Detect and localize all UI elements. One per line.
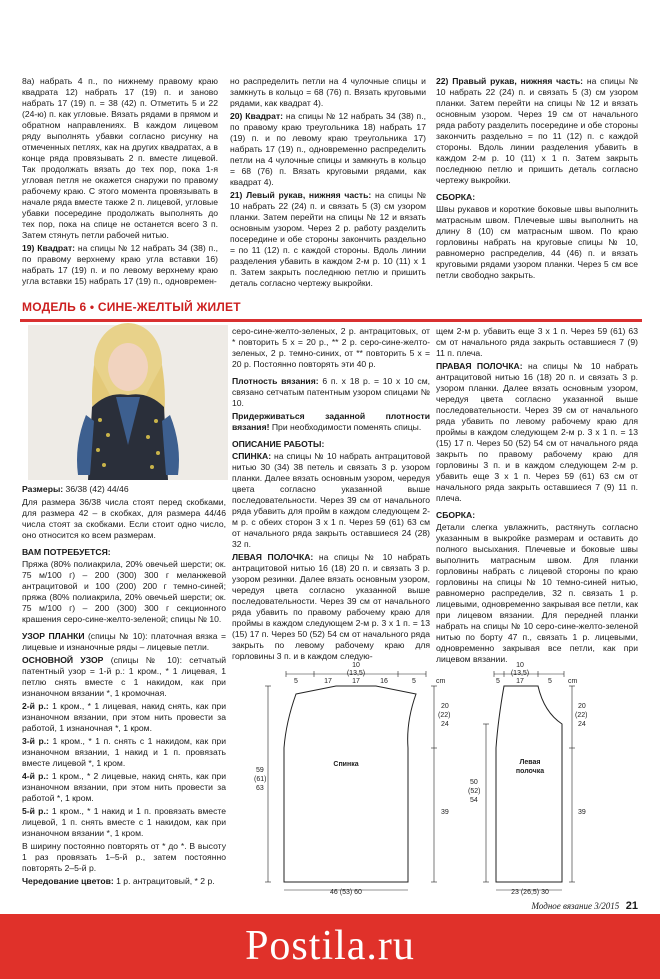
photo-illustration [28,325,228,480]
section-heading: ВАМ ПОТРЕБУЕТСЯ: [22,547,111,557]
dim-bottom: 23 (26,5) 30 [511,889,549,896]
back-label: СПИНКА: [232,451,272,461]
dim-top-3: 17 [352,678,360,685]
dim-h-low: 39 [578,809,586,816]
dim-top: 10 [352,662,360,669]
dim-h-b: (22) [575,712,588,719]
piece-name: Спинка [333,761,359,768]
back-schematic [256,662,456,894]
sizes-value: 36/38 (42) 44/46 [63,484,129,494]
back-text: на спицы № 10 набрать антрацитовой нитью 30 (34) 38 петель и связать 3 р. узором планки. Далее вязать основным узором, чередуя цвета согласно указанной выше последовательности. Через 39 см от начального ряда убавить для пройм в каждом следующем 2-м р. с обеих сторон 3 x 1 п. Через 59 (61) 63 см от начального ряда закрыть оставшиеся 24 (28) 32 п. [232,451,430,549]
left-line [232,552,430,662]
dim-mid-2: 16 [380,678,388,685]
sizes-label: Размеры: [22,484,64,494]
row-label: 4-й р.: [22,771,49,781]
section-heading: СБОРКА: [436,510,476,520]
dim-h-c: 24 [441,721,449,728]
density-bold: Придерживаться заданной плотности вязания! [232,411,430,432]
step-label: 20) Квадрат: [230,111,284,121]
paragraph: серо-сине-желто-зеленых, 2 р. антрацитовых, от * повторить 5 x = 20 р., ** 2 р. серо-сине-желто-зеленых, 2 р. темно-синих, от ** повторить 5 x = 20 р. Постоянно повторять эти 40 р. [232,326,430,369]
model-title: МОДЕЛЬ 6 • СИНЕ-ЖЕЛТЫЙ ЖИЛЕТ [22,300,241,314]
row3 [22,736,226,769]
dim-h-a: 20 [441,703,449,710]
row-label: 3-й р.: [22,736,49,746]
section-heading: СБОРКА: [436,192,476,202]
top-column-1 [22,76,218,289]
paragraph-19 [22,243,218,287]
step-text: на спицы № 10 набрать 22 (24) п. и связать 5 (3) см узором планки. Затем перейти на спицы № 12 и вязать основным узором. Через 19 см от начального ряда работу разделить посередине и обе стороны закончить раздельно = по 11 (12) п. с каждой стороны. Вдоль линии разделения убавить в каждом 2-м р. 10 (11) x 1 п. Затем закрыть последнюю петлю и пришить деталь согласно чертежу выкройки. [436,76,639,185]
paragraph-21 [230,190,426,289]
dim-h-a: 20 [578,703,586,710]
uzor-label: УЗОР ПЛАНКИ [22,631,85,641]
piece-name-1: Левая [519,759,541,766]
dim-total-a: 50 [470,779,478,786]
right-text: на спицы № 10 набрать антрацитовой нитью 16 (18) 20 п. и связать 3 р. узором планки. Далее вязать основным узором, чередуя цвета согласно указанной выше последовательности. Через 39 см от начального ряда убавить по левому рабочему краю для проймы в каждом следующем 2-м р. 3 x 1 п. = 13 (15) 17 п. Через 50 (52) 54 см от начального ряда закрыть по правому рабочему краю для горловины 3 п. и в каждом следующем 2-м р. убавить еще 3 x 1 п. Через 59 (61) 63 см от начального ряда закрыть оставшиеся 7 (9) 11 п. плеча. [436,361,639,503]
banner-text: Postila.ru [245,923,415,969]
top-column-3 [436,76,638,283]
dim-top-3: 17 [516,678,524,685]
left-label: ЛЕВАЯ ПОЛОЧКА: [232,552,314,562]
magazine-name: Модное вязание 3/2015 [531,901,620,911]
paragraph: но распределить петли на 4 чулочные спицы и замкнуть в кольцо = 68 (76) п. Вязать круговыми рядами, как квадрат 4). [230,76,426,108]
page-footer [532,900,638,912]
color-line [22,876,226,887]
row4 [22,771,226,804]
dim-right-w: 5 [548,678,552,685]
paragraph: 8а) набрать 4 п., по нижнему правому краю квадрата 12) набрать 17 (19) п. и заново набрать 17 (19) п. = 38 (42) п. Отметить 5 и 22 (24-ю) п. как угловые. Вязать рядами в прямом и обратном направлениях. В каждом лицевом ряду выполнять убавки согласно рисунку на отмеченных петлях, как на других квадратах, а в конце ряда провязывать 2 п. вместе лицевой. Так продолжать вязать до тех пор, пока 1-я угловая петля не окажется снаружи по правому рабочему краю. С этого момента провязывать в начале ряда вместе также 2 п. лицевой, угловые убавки посередине продолжать выполнять до тех пор, пока на спице не останется всего 3 п. Затем стянуть петли рабочей нитью. [22,76,218,240]
osn-label: ОСНОВНОЙ УЗОР [22,655,104,665]
dim-right-w: 5 [412,678,416,685]
back-line [232,451,430,550]
row-text: 1 кром., * 1 накид и 1 п. провязать вместе лицевой, 1 п. снять вместе с 1 накидом, как при изнаночном вязании *, 1 кром. [22,806,227,838]
dim-h-b: (22) [438,712,451,719]
dim-left-w: 5 [294,678,298,685]
model-photo [28,325,228,480]
paragraph: Для размера 36/38 числа стоят перед скобками, для размера 42 – в скобках, для размера 44/46 числа стоят за скобками. Если стоит одно число, оно относится ко всем размерам. [22,497,226,540]
density-note-text: При необходимости поменять спицы. [269,422,422,432]
dim-total-a: 59 [256,767,264,774]
paragraph: Детали слегка увлажнить, растянуть согласно указанным в выкройке размерам и оставить до полного высыхания. Плечевые и боковые швы выполнить матрасным швом. Для планки горловины набрать с лицевой стороны по краю горловины на спицы № 10 темно-синей нитью, равномерно распределив, 32 п. связать 1 р. лицевыми, одновременно закрывая все петли, как при лицевом вязании. Для передней планки набрать на спицы № 10 серо-сине-желто-зеленой нитью по борту 47 п., связать 1 р. лицевыми, одновременно закрывая все петли, как при лицевом вязании. [436,522,638,664]
left-column [22,484,226,889]
row-label: 2-й р.: [22,701,49,711]
dim-unit: cm [436,678,446,685]
dim-h-c: 24 [578,721,586,728]
row5 [22,806,226,839]
dim-total-b: (61) [254,776,267,783]
step-label: 22) Правый рукав, нижняя часть: [436,76,584,86]
dim-total-b: (52) [468,788,481,795]
right-line [436,361,638,504]
uzor-text: (спицы № 10): платочная вязка = лицевые и изнаночные ряды – лицевые петли. [22,631,227,652]
row-text: 1 кром., * 1 лицевая, накид снять, как при изнаночном вязании, при этом нить провести за работой, 1 изнаночная *, 1 кром. [22,701,227,733]
dim-h-low: 39 [441,809,449,816]
osn-line [22,655,226,699]
density-note [232,411,430,433]
watermark-banner[interactable] [0,914,660,979]
dim-top: 10 [516,662,524,669]
dim-top-2: (13,5) [510,670,530,677]
piece-name-2: полочка [515,768,545,775]
row-text: 1 кром., * 1 п. снять с 1 накидом, как при изнаночном вязании, 1 накид и 1 п. провязать вместе лицевой *, 1 кром. [22,736,226,768]
row2 [22,701,226,734]
paragraph-22 [436,76,638,186]
uzor-line [22,631,226,653]
dim-total-c: 54 [470,797,478,804]
dim-top-2: (13,5) [346,670,366,677]
step-text: на спицы № 12 набрать 34 (38) п., по правому краю треугольника 18) набрать 17 (19) п. и по левому краю треугольника 17) набрать 17 (19) п., одновременно распределить петли на 4 чулочные спицы и замкнуть в кольцо = 68 (76) п. Вязать круговыми рядами, как квадрат 4). [230,111,426,187]
dim-total-c: 63 [256,785,264,792]
density-line [232,376,430,409]
middle-column [232,326,430,664]
osn-text: (спицы № 10): сетчатый патентный узор = 1-й р.: 1 кром., * 1 лицевая, 1 петлю снять вместе с 1 накидом, как при изнаночном вязании *, 1 кромочная. [22,655,226,698]
front-schematic [468,662,618,894]
right-label: ПРАВАЯ ПОЛОЧКА: [436,361,523,371]
paragraph: Пряжа (80% полиакрила, 20% овечьей шерсти; ок. 75 м/100 г) – 200 (300) 300 г меланжевой антрацитовой и 100 (200) 200 г темно-синей; пряжа (80% полиакрила, 20% овечьей шерсти; ок. 75 м/100 г) – 200 (300) 300 г секционного крашения серо-сине-желто-зеленой; спицы № 10. [22,559,226,624]
color-label: Чередование цветов: [22,876,114,886]
right-column [436,326,638,667]
step-text: на спицы № 12 набрать 34 (38) п., по правому верхнему краю угла вставки 16) набрать 17 (19) п. и по левому верхнему краю угла вставки 15) набрать 17 (19) п., одновремен- [22,243,218,286]
paragraph: щем 2-м р. убавить еще 3 x 1 п. Через 59 (61) 63 см от начального ряда закрыть оставшиеся 7 (9) 11 п. плеча. [436,326,638,358]
step-label: 21) Левый рукав, нижняя часть: [230,190,372,200]
paragraph: В ширину постоянно повторять от * до *. В высоту 1 раз провязать 1–5-й р., затем постоянно повторять 2–5-й р. [22,841,226,873]
density-text: 6 п. x 18 р. = 10 x 10 см, связано сетчатым патентным узором спицами № 10. [232,376,430,408]
dim-bottom: 46 (53) 60 [330,889,362,896]
top-column-2 [230,76,426,291]
paragraph: Швы рукавов и короткие боковые швы выполнить матрасным швом. Плечевые швы выполнить на длину 8 (10) см матрасным швом. По краю горловины набрать на круговые спицы № 10, равномерно распределив, 44 (46) п. и вязать круговыми рядами узором планки. Через 5 см все петли свободно закрыть. [436,204,638,280]
dim-mid: 17 [324,678,332,685]
sizes-line [22,484,226,495]
row-text: 1 кром., * 2 лицевые, накид снять, как при изнаночном вязании, при этом нить провести за работой *, 1 кром. [22,771,226,803]
title-divider [20,319,642,322]
step-label: 19) Квадрат: [22,243,76,253]
left-text: на спицы № 10 набрать антрацитовой нитью 16 (18) 20 п. и связать 3 р. узором резинки. Далее вязать основным узором, чередуя цвета согласно указанной выше последовательности. Через 39 см от начального ряда убавить по правому рабочему краю для проймы в каждом следующем 2-м р. 3 x 1 п. = 13 (15) 17 п. Через 50 (52) 54 см от начального ряда закрыть по левому рабочему краю для горловины 3 п. и в каждом следую- [232,552,430,661]
dim-unit: cm [568,678,578,685]
paragraph-20 [230,111,426,188]
row-label: 5-й р.: [22,806,49,816]
dim-left-w: 5 [496,678,500,685]
density-label: Плотность вязания: [232,376,319,386]
color-text: 1 р. антрацитовый, * 2 р. [113,876,215,886]
section-heading: ОПИСАНИЕ РАБОТЫ: [232,439,325,449]
page-number: 21 [625,900,638,912]
step-text: на спицы № 10 набрать 22 (24) п. и связать 5 (3) см узором планки. Затем перейти на спицы № 12 и вязать основным узором. Через 2 р. работу разделить посередине и обе стороны закончить раздельно = по 11 (12) п. с каждой стороны. Вдоль линии разделения убавить в каждом 2-м р. 10 (11) x 1 п. Затем закрыть последнюю петлю и пришить деталь согласно чертежу выкройки. [230,190,426,288]
